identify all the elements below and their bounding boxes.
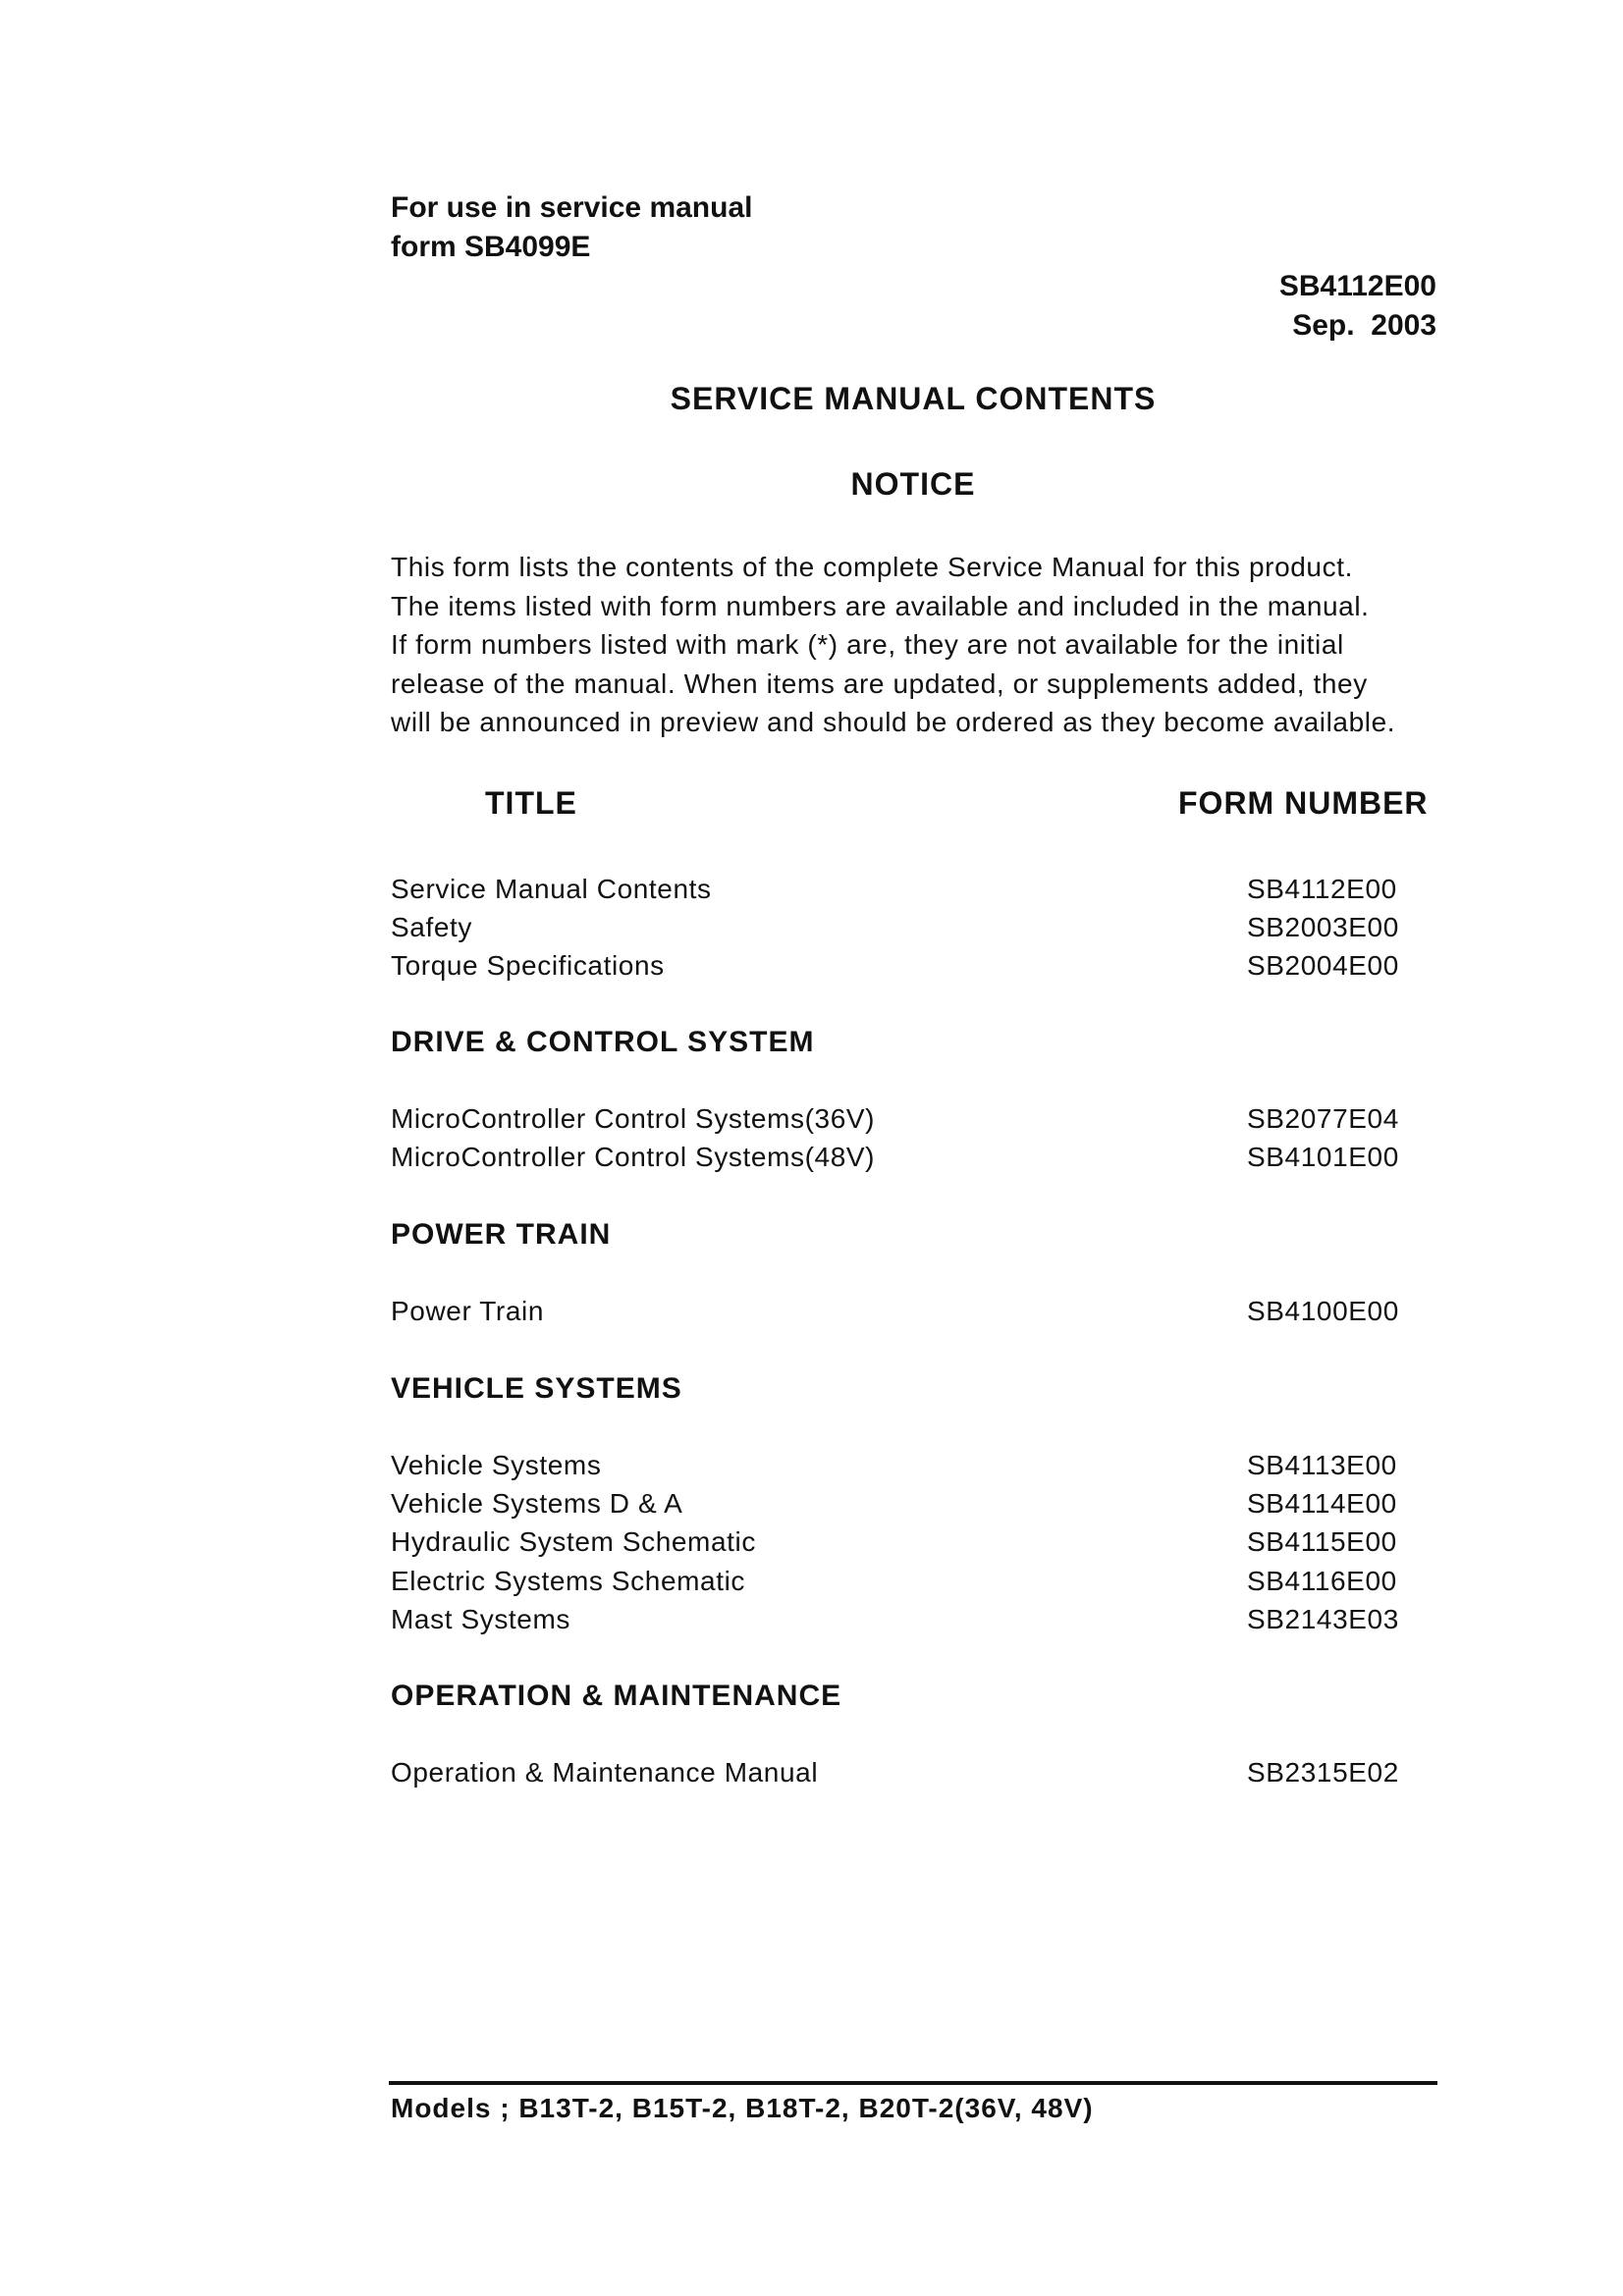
item-form-number: SB4100E00 (1247, 1296, 1399, 1326)
item-form-number: SB4112E00 (1247, 874, 1397, 904)
item-title: Hydraulic System Schematic (391, 1526, 756, 1558)
item-title: MicroController Control Systems(36V) (391, 1103, 876, 1134)
notice-line: will be announced in preview and should be ordered as they become available. (391, 707, 1396, 737)
item-form-number: SB4116E00 (1247, 1565, 1397, 1596)
doc-id-block (1279, 267, 1436, 346)
item-title: Safety (391, 912, 472, 943)
column-form-number-heading: FORM NUMBER (1178, 785, 1429, 821)
list-item (391, 870, 1402, 908)
item-title: Power Train (391, 1296, 544, 1326)
list-item (391, 1138, 1402, 1176)
notice-paragraph (391, 548, 1395, 742)
list-item (391, 1484, 1402, 1522)
item-form-number: SB2143E03 (1247, 1603, 1399, 1634)
section-general (391, 870, 1402, 986)
section-heading: DRIVE & CONTROL SYSTEM (391, 1026, 815, 1058)
section-drive-control (391, 1023, 1402, 1176)
item-form-number: SB4113E00 (1247, 1450, 1397, 1480)
notice-line: The items listed with form numbers are available and included in the manual. (391, 590, 1370, 621)
doc-date: Sep. 2003 (1292, 309, 1436, 342)
section-heading: VEHICLE SYSTEMS (391, 1372, 682, 1405)
list-item (391, 1562, 1402, 1600)
section-operation-maintenance (391, 1677, 1402, 1791)
item-form-number: SB2003E00 (1247, 912, 1399, 943)
section-heading: OPERATION & MAINTENANCE (391, 1680, 842, 1712)
section-vehicle-systems (391, 1369, 1402, 1638)
item-title: MicroController Control Systems(48V) (391, 1142, 876, 1173)
list-item (391, 1292, 1402, 1330)
item-form-number: SB4114E00 (1247, 1488, 1397, 1520)
list-item (391, 1446, 1402, 1484)
item-form-number: SB2077E04 (1247, 1103, 1399, 1134)
item-title: Electric Systems Schematic (391, 1565, 746, 1596)
list-item (391, 946, 1402, 985)
item-title: Service Manual Contents (391, 874, 712, 904)
doc-number: SB4112E00 (1278, 270, 1436, 302)
list-item (391, 908, 1402, 946)
section-power-train (391, 1215, 1402, 1330)
list-item (391, 1522, 1402, 1561)
list-item (391, 1600, 1402, 1638)
item-form-number: SB2315E02 (1247, 1757, 1399, 1788)
notice-heading: NOTICE (850, 466, 976, 502)
item-form-number: SB4101E00 (1247, 1142, 1399, 1173)
notice-line: release of the manual. When items are updated, or supplements added, they (391, 667, 1368, 699)
item-title: Vehicle Systems D & A (391, 1488, 683, 1520)
item-title: Torque Specifications (391, 950, 665, 982)
footer-models: Models ; B13T-2, B15T-2, B18T-2, B20T-2(36V, 48V) (391, 2093, 1094, 2123)
use-in-line-1: For use in service manual (391, 191, 753, 224)
list-item (391, 1099, 1402, 1138)
footer-divider (389, 2081, 1437, 2085)
item-form-number: SB4115E00 (1247, 1526, 1397, 1558)
item-title: Operation & Maintenance Manual (391, 1757, 819, 1788)
item-form-number: SB2004E00 (1247, 950, 1399, 982)
item-title: Vehicle Systems (391, 1450, 602, 1480)
page-title: SERVICE MANUAL CONTENTS (670, 381, 1157, 416)
section-heading: POWER TRAIN (391, 1218, 612, 1251)
column-title-heading: TITLE (485, 785, 577, 821)
list-item (391, 1753, 1402, 1791)
notice-line: This form lists the contents of the complete Service Manual for this product. (391, 552, 1353, 582)
notice-line: If form numbers listed with mark (*) are, they are not available for the initial (391, 629, 1344, 660)
use-in-line-2: form SB4099E (391, 231, 591, 263)
item-title: Mast Systems (391, 1603, 571, 1634)
